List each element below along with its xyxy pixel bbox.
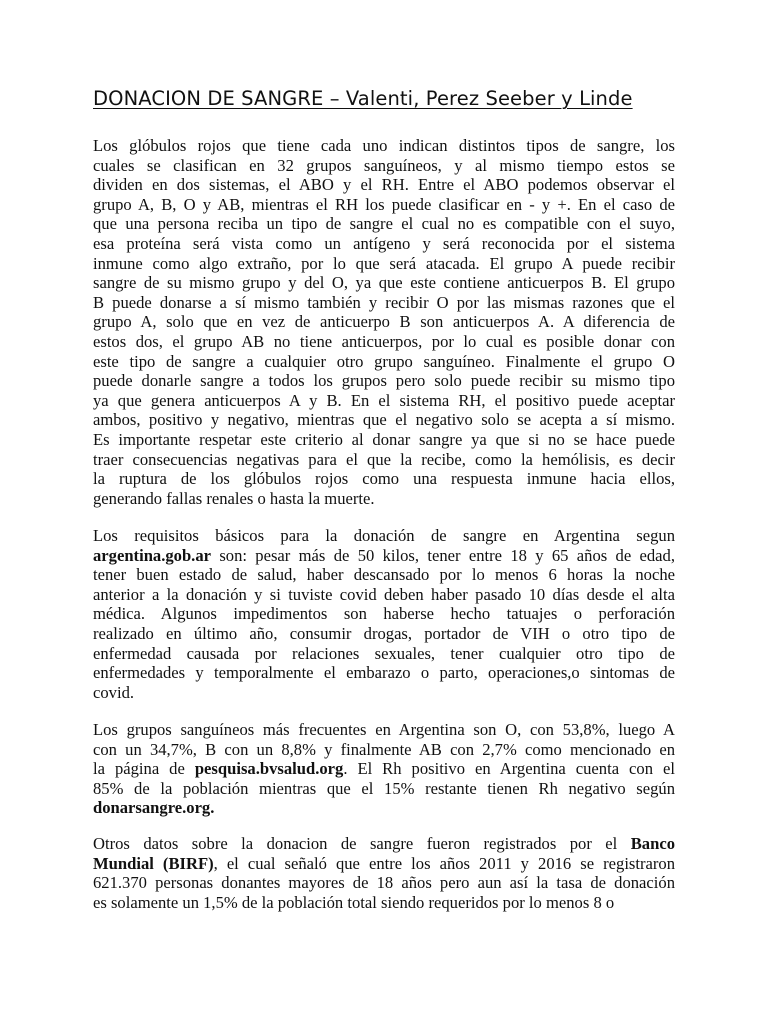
text-line — [93, 565, 675, 585]
text-line — [93, 136, 675, 156]
text-line — [93, 312, 675, 332]
bold-term: donarsangre.org. — [93, 798, 215, 818]
text-run: ya que genera anticuerpos A y B. En el sistema RH, el positivo puede aceptar — [93, 390, 675, 410]
text-run: traer consecuencias negativas para el que la recibe, como la hemólisis, es decir — [93, 449, 675, 469]
text-run: con un 34,7%, B con un 8,8% y finalmente AB con 2,7% como mencionado en — [93, 739, 675, 759]
text-run: que una persona reciba un tipo de sangre el cual no es compatible con el suyo, — [93, 214, 675, 234]
text-line — [93, 430, 675, 450]
text-line — [93, 391, 675, 411]
text-run: este tipo de sangre a cualquier otro grupo sanguíneo. Finalmente el grupo O — [93, 351, 675, 371]
text-run: la ruptura de los glóbulos rojos como una respuesta inmune hacia ellos, — [93, 469, 675, 489]
text-line — [93, 469, 675, 489]
document-title: DONACION DE SANGRE – Valenti, Perez Seeber y Linde — [93, 87, 633, 110]
text-line — [93, 352, 675, 372]
bold-term: argentina.gob.ar — [93, 545, 211, 565]
text-line — [93, 663, 675, 683]
text-run: generando fallas renales o hasta la muerte. — [93, 488, 375, 508]
text-run: puede donarle sangre a todos los grupos pero solo puede recibir su mismo tipo — [93, 371, 675, 391]
text-line — [93, 624, 675, 644]
text-run: covid. — [93, 682, 135, 702]
text-line — [93, 720, 675, 740]
text-run: 85% de la población mientras que el 15% restante tienen Rh negativo según — [93, 778, 675, 798]
text-line — [93, 644, 675, 664]
text-line — [93, 489, 675, 509]
text-line — [93, 371, 675, 391]
text-line — [93, 854, 675, 874]
text-run: ambos, positivo y negativo, mientras que el negativo solo se acepta a sí mismo. — [93, 410, 675, 430]
text-line — [93, 195, 675, 215]
text-line — [93, 873, 675, 893]
text-run: enfermedad causada por relaciones sexuales, tener cualquier otro tipo de — [93, 643, 675, 663]
text-line — [93, 604, 675, 624]
text-run: esa proteína será vista como un antígeno y será reconocida por el sistema — [93, 233, 675, 253]
text-line — [93, 683, 675, 703]
text-run: tener buen estado de salud, haber descansado por lo menos 6 horas la noche — [93, 565, 675, 585]
text-run: grupo A, solo que en vez de anticuerpo B son anticuerpos A. A diferencia de — [93, 312, 675, 332]
text-line — [93, 779, 675, 799]
text-run: inmune como algo extraño, por lo que será atacada. El grupo A puede recibir — [93, 253, 675, 273]
paragraph-frequent-groups — [93, 720, 675, 818]
text-run: Los grupos sanguíneos más frecuentes en Argentina son O, con 53,8%, luego A — [93, 720, 675, 739]
text-run: enfermedades y temporalmente el embarazo o parto, operaciones,o sintomas de — [93, 663, 675, 683]
text-line — [93, 740, 675, 760]
text-line — [93, 293, 675, 313]
text-run: Otros datos sobre la donacion de sangre fueron registrados por el — [93, 834, 631, 853]
text-run: la página de — [93, 759, 195, 779]
text-line — [93, 175, 675, 195]
bold-term: Banco — [630, 834, 675, 853]
text-line — [93, 759, 675, 779]
text-run: anterior a la donación y si tuviste covid deben haber pasado 10 días desde el alta — [93, 584, 675, 604]
text-run: cuales se clasifican en 32 grupos sanguíneos, y al mismo tiempo estos se — [93, 155, 675, 175]
text-line — [93, 798, 675, 818]
text-line — [93, 546, 675, 566]
text-line — [93, 234, 675, 254]
text-run: Los requisitos básicos para la donación de sangre en Argentina segun — [93, 526, 675, 545]
paragraph-donation-requirements — [93, 526, 675, 702]
text-run: grupo A, B, O y AB, mientras el RH los puede clasificar en - y +. En el caso de — [93, 194, 675, 214]
paragraph-world-bank-data — [93, 834, 675, 912]
text-line — [93, 156, 675, 176]
text-run: son: pesar más de 50 kilos, tener entre 18 y 65 años de edad, — [211, 545, 675, 565]
text-run: Los glóbulos rojos que tiene cada uno indican distintos tipos de sangre, los — [93, 136, 675, 155]
text-run: es solamente un 1,5% de la población total siendo requeridos por lo menos 8 o — [93, 892, 615, 912]
text-run: , el cual señaló que entre los años 2011 y 2016 se registraron — [213, 853, 676, 873]
bold-term: pesquisa.bvsalud.org — [194, 759, 344, 779]
text-line — [93, 254, 675, 274]
text-line — [93, 450, 675, 470]
text-line — [93, 585, 675, 605]
text-line — [93, 893, 675, 913]
text-line — [93, 273, 675, 293]
text-run: realizado en último año, consumir drogas, portador de VIH o otro tipo de — [93, 623, 675, 643]
text-run: 621.370 personas donantes mayores de 18 años pero aun así la tasa de donación — [93, 873, 675, 893]
bold-term: Mundial (BIRF) — [93, 853, 214, 873]
text-run: estos dos, el grupo AB no tiene anticuerpos, por lo cual es posible donar con — [93, 331, 675, 351]
text-line — [93, 526, 675, 546]
text-line — [93, 332, 675, 352]
text-run: sangre de su mismo grupo y del O, ya que este contiene anticuerpos B. El grupo — [93, 273, 675, 293]
text-run: B puede donarse a sí mismo también y recibir O por las mismas razones que el — [93, 292, 675, 312]
text-run: médica. Algunos impedimentos son haberse hecho tatuajes o perforación — [93, 604, 675, 624]
paragraph-blood-groups — [93, 136, 675, 508]
text-run: dividen en dos sistemas, el ABO y el RH. Entre el ABO podemos observar el — [93, 175, 675, 195]
text-run: Es importante respetar este criterio al donar sangre ya que si no se hace puede — [93, 429, 675, 449]
text-line — [93, 214, 675, 234]
text-line — [93, 410, 675, 430]
text-line — [93, 834, 675, 854]
text-run: . El Rh positivo en Argentina cuenta con el — [343, 759, 675, 779]
